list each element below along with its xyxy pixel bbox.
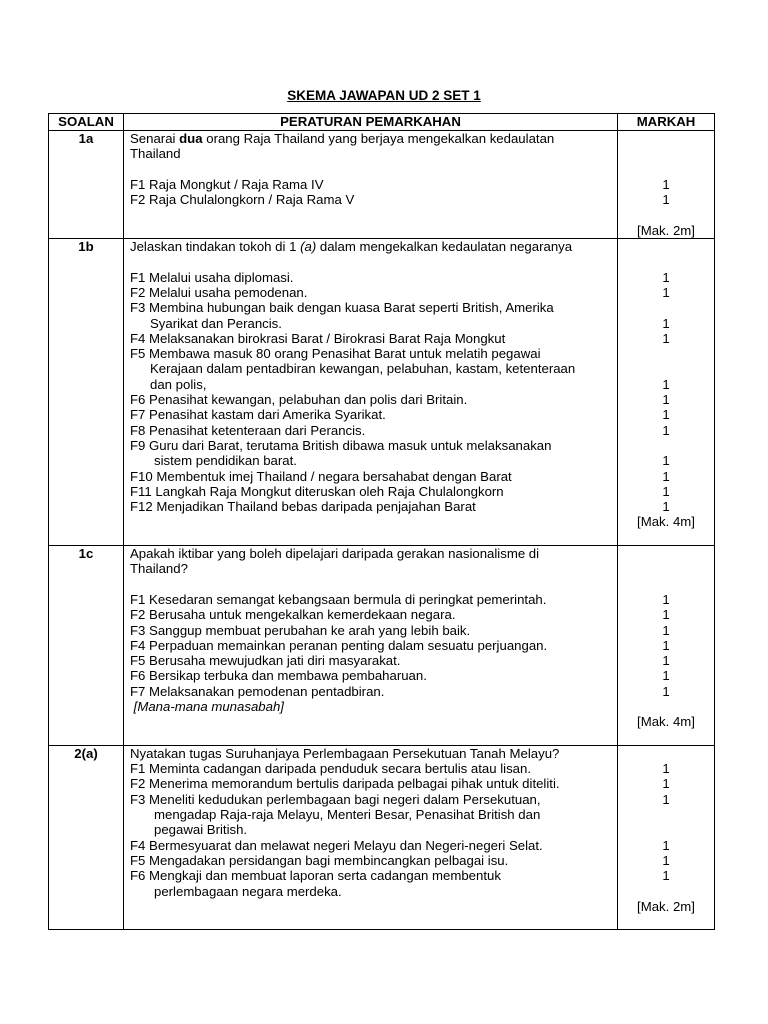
table-row [49, 745, 715, 930]
mark-value: 1 [662, 330, 670, 346]
criteria-line [130, 530, 613, 545]
mark-value: 1 [662, 637, 670, 653]
criteria-line: pegawai British. [154, 822, 248, 838]
question-number: 1a [49, 131, 124, 239]
criteria-line: Apakah iktibar yang boleh dipelajari daripada gerakan nasionalisme di [130, 546, 540, 562]
mark-value: 1 [662, 653, 670, 669]
mark-value [618, 914, 714, 929]
mark-value: [Mak. 2m] [637, 222, 695, 238]
mark-value: [Mak. 2m] [637, 898, 695, 914]
marking-criteria [124, 131, 618, 239]
table-header-row [49, 114, 715, 131]
mark-value [618, 807, 714, 822]
criteria-line: F5 Berusaha mewujudkan jati diri masyarakat. [130, 653, 401, 669]
emphasis-text: dua [179, 131, 203, 146]
marks-cell [618, 131, 715, 239]
mark-value: 1 [662, 499, 670, 515]
mark-value [618, 822, 714, 837]
mark-value: 1 [662, 407, 670, 423]
page-title: SKEMA JAWAPAN UD 2 SET 1 [287, 88, 481, 103]
marking-scheme-table [48, 113, 715, 930]
criteria-line: [Mana-mana munasabah] [130, 698, 284, 714]
criteria-line: mengadap Raja-raja Melayu, Menteri Besar, Penasihat British dan [154, 807, 541, 823]
criteria-line: F4 Melaksanakan birokrasi Barat / Birokrasi Barat Raja Mongkut [130, 330, 506, 346]
mark-value: 1 [662, 607, 670, 623]
criteria-line: F2 Melalui usaha pemodenan. [130, 284, 308, 300]
criteria-line: F6 Bersikap terbuka dan membawa pembaharuan. [130, 668, 427, 684]
criteria-line [130, 899, 613, 914]
mark-value [618, 438, 714, 453]
criteria-line: Thailand? [130, 561, 188, 577]
criteria-line: F4 Bermesyuarat dan melawat negeri Melayu dan Negeri-negeri Selat. [130, 837, 543, 853]
criteria-line: Nyatakan tugas Suruhanjaya Perlembagaan Persekutuan Tanah Melayu? [130, 745, 560, 761]
mark-value: 1 [662, 868, 670, 884]
criteria-line: F3 Sanggup membuat perubahan ke arah yang lebih baik. [130, 622, 471, 638]
criteria-line: F7 Penasihat kastam dari Amerika Syarikat. [130, 407, 386, 423]
marking-criteria [124, 239, 618, 546]
table-body [49, 131, 715, 930]
criteria-line [130, 254, 613, 269]
criteria-line [130, 207, 613, 222]
mark-value: 1 [662, 791, 670, 807]
mark-value: 1 [662, 192, 670, 208]
criteria-line [130, 730, 613, 745]
question-number: 2(a) [49, 745, 124, 930]
mark-value [618, 884, 714, 899]
criteria-line: F1 Meminta cadangan daripada penduduk secara bertulis atau lisan. [130, 761, 532, 777]
criteria-line [130, 914, 613, 929]
mark-value [618, 699, 714, 714]
criteria-line: dan polis, [150, 376, 207, 392]
mark-value [618, 239, 714, 254]
mark-value [618, 346, 714, 361]
criteria-line: F6 Penasihat kewangan, pelabuhan dan polis dari Britain. [130, 392, 468, 408]
emphasis-text: (a) [300, 239, 317, 255]
mark-value: 1 [662, 376, 670, 392]
criteria-line: Jelaskan tindakan tokoh di 1 (a) dalam mengekalkan kedaulatan negaranya [130, 239, 573, 255]
marks-cell [618, 239, 715, 546]
mark-value: 1 [662, 776, 670, 792]
criteria-line [130, 162, 613, 177]
mark-value: 1 [662, 837, 670, 853]
mark-value [618, 254, 714, 269]
mark-value: 1 [662, 483, 670, 499]
mark-value [618, 730, 714, 745]
criteria-line [130, 714, 613, 729]
criteria-line: F10 Membentuk imej Thailand / negara bersahabat dengan Barat [130, 468, 512, 484]
mark-value: 1 [662, 668, 670, 684]
mark-value: 1 [662, 852, 670, 868]
criteria-line: F3 Membina hubungan baik dengan kuasa Barat seperti British, Amerika [130, 300, 554, 316]
criteria-line: F1 Kesedaran semangat kebangsaan bermula di peringkat pemerintah. [130, 591, 547, 607]
criteria-line: Kerajaan dalam pentadbiran kewangan, pelabuhan, kastam, ketenteraan [150, 361, 576, 377]
criteria-line: perlembagaan negara merdeka. [154, 883, 342, 899]
criteria-line: F3 Meneliti kedudukan perlembagaan bagi negeri dalam Persekutuan, [130, 791, 541, 807]
criteria-line: Thailand [130, 146, 181, 162]
header-markah: MARKAH [618, 114, 715, 131]
criteria-line: F7 Melaksanakan pemodenan pentadbiran. [130, 683, 385, 699]
mark-value [618, 746, 714, 761]
table-row [49, 131, 715, 239]
mark-value [618, 577, 714, 592]
criteria-line: F11 Langkah Raja Mongkut diteruskan oleh Raja Chulalongkorn [130, 483, 504, 499]
criteria-line: F9 Guru dari Barat, terutama British dibawa masuk untuk melaksanakan [130, 437, 552, 453]
mark-value: 1 [662, 468, 670, 484]
mark-value: 1 [662, 591, 670, 607]
criteria-line: Syarikat dan Perancis. [150, 315, 282, 331]
mark-value [618, 546, 714, 561]
mark-value [618, 561, 714, 576]
criteria-line [130, 514, 613, 529]
criteria-line: F2 Raja Chulalongkorn / Raja Rama V [130, 192, 355, 208]
mark-value [618, 162, 714, 177]
header-soalan: SOALAN [49, 114, 124, 131]
header-peraturan: PERATURAN PEMARKAHAN [124, 114, 618, 131]
marks-cell [618, 546, 715, 746]
mark-value: [Mak. 4m] [637, 514, 695, 530]
criteria-line: Senarai dua orang Raja Thailand yang berjaya mengekalkan kedaulatan [130, 131, 555, 146]
mark-value [618, 530, 714, 545]
mark-value: 1 [662, 422, 670, 438]
mark-value: 1 [662, 622, 670, 638]
mark-value [618, 146, 714, 161]
criteria-line [130, 577, 613, 592]
table-row [49, 546, 715, 746]
mark-value [618, 361, 714, 376]
criteria-line [130, 223, 613, 238]
criteria-line: F6 Mengkaji dan membuat laporan serta cadangan membentuk [130, 868, 501, 884]
criteria-line: F2 Menerima memorandum bertulis daripada pelbagai pihak untuk diteliti. [130, 776, 560, 792]
marks-cell [618, 745, 715, 930]
criteria-line: F2 Berusaha untuk mengekalkan kemerdekaan negara. [130, 607, 456, 623]
mark-value: 1 [662, 392, 670, 408]
criteria-line: F4 Perpaduan memainkan peranan penting dalam sesuatu perjuangan. [130, 637, 548, 653]
mark-value: 1 [662, 761, 670, 777]
criteria-line: F5 Mengadakan persidangan bagi membincangkan pelbagai isu. [130, 852, 509, 868]
criteria-line: F1 Raja Mongkut / Raja Rama IV [130, 176, 324, 192]
marking-criteria [124, 745, 618, 930]
mark-value [618, 300, 714, 315]
mark-value: 1 [662, 683, 670, 699]
question-number: 1b [49, 239, 124, 546]
mark-value: 1 [662, 453, 670, 469]
mark-value: 1 [662, 315, 670, 331]
marking-criteria [124, 546, 618, 746]
question-number: 1c [49, 546, 124, 746]
mark-value: [Mak. 4m] [637, 714, 695, 730]
mark-value: 1 [662, 269, 670, 285]
criteria-line: F1 Melalui usaha diplomasi. [130, 269, 294, 285]
mark-value: 1 [662, 176, 670, 192]
mark-value: 1 [662, 284, 670, 300]
criteria-line: F8 Penasihat ketenteraan dari Perancis. [130, 422, 366, 438]
criteria-line: sistem pendidikan barat. [154, 453, 297, 469]
criteria-line: F12 Menjadikan Thailand bebas daripada penjajahan Barat [130, 499, 476, 515]
mark-value [618, 207, 714, 222]
criteria-line: F5 Membawa masuk 80 orang Penasihat Barat untuk melatih pegawai [130, 346, 541, 362]
table-row [49, 239, 715, 546]
mark-value [618, 131, 714, 146]
